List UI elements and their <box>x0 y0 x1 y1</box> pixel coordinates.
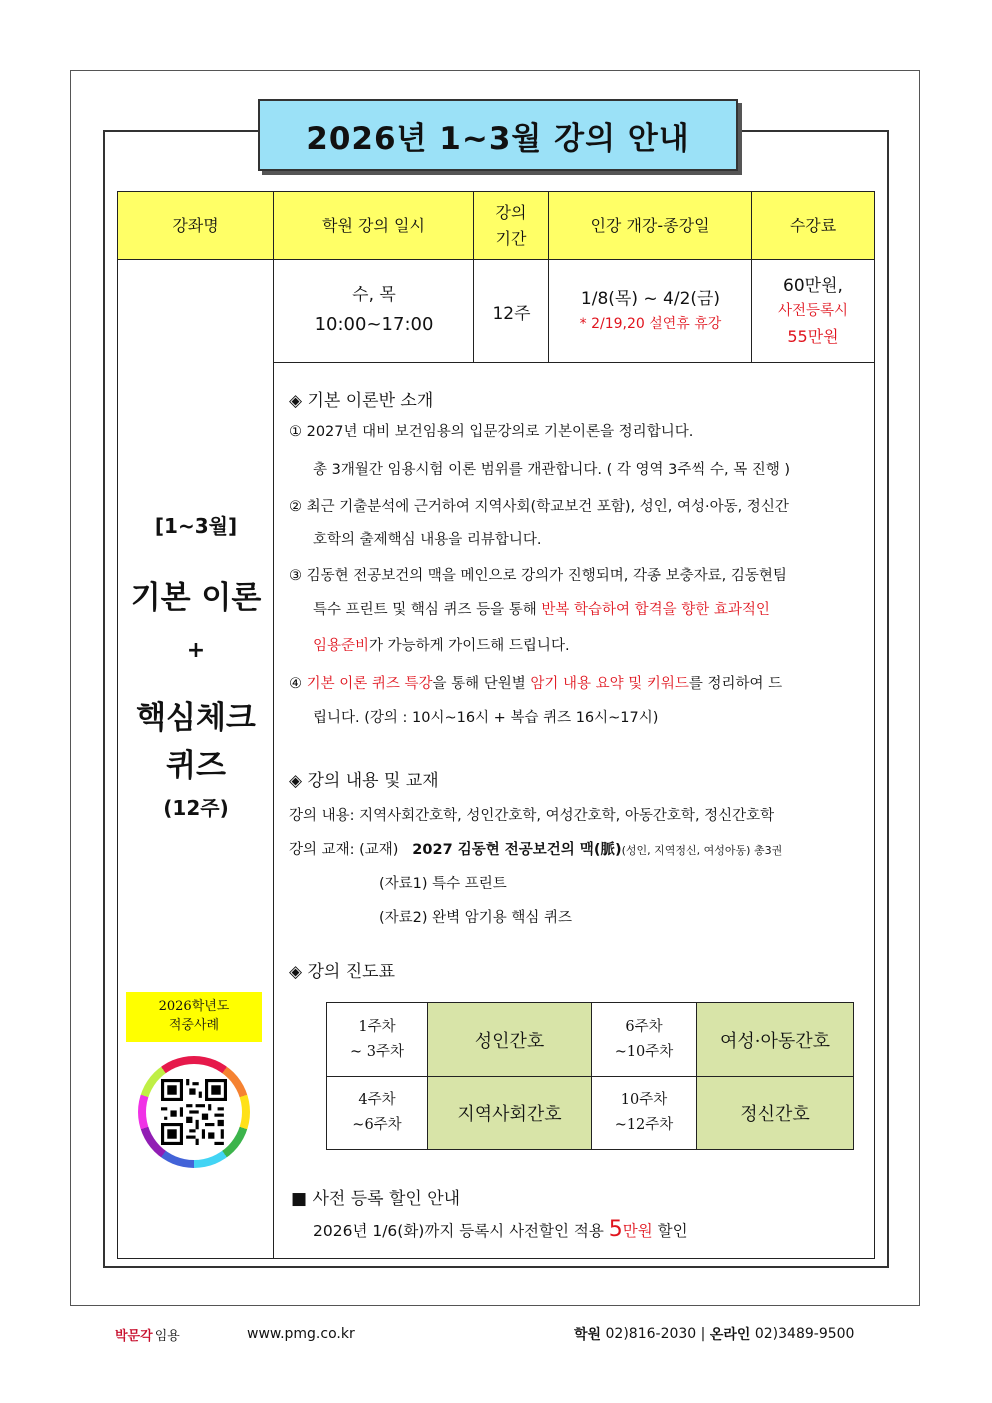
course-table <box>117 191 875 1259</box>
footer-url[interactable]: www.pmg.co.kr <box>247 1326 355 1342</box>
progress-week-3 <box>327 1077 428 1149</box>
discount-amount-unit: 만원 <box>622 1222 653 1240</box>
intro-item-4 <box>289 672 782 693</box>
discount-text-suffix: 할인 <box>657 1222 688 1240</box>
fee-cell <box>752 260 874 362</box>
intro-item-1b: 총 3개월간 임용시험 이론 범위를 개관합니다. ( 각 영역 3주씩 수, 목 진행 ) <box>313 462 791 478</box>
discount-text <box>313 1217 688 1242</box>
progress-week-2 <box>592 1003 697 1077</box>
footer-online-phone: 02)3489-9500 <box>754 1326 855 1342</box>
content-book <box>289 838 782 859</box>
divider <box>473 260 474 362</box>
progress-week-1-l1: 1주차 <box>358 1018 396 1035</box>
hit-case-badge <box>126 992 262 1042</box>
content-heading: ◈ 강의 내용 및 교재 <box>289 771 439 791</box>
page-title: 2026년 1~3월 강의 안내 <box>258 99 738 171</box>
divider <box>751 260 752 362</box>
intro-item-3c-text: 가 가능하게 가이드해 드립니다. <box>369 638 570 654</box>
progress-subject-2: 여성·아동간호 <box>697 1003 853 1077</box>
progress-week-4-l2: ~12주차 <box>614 1117 674 1133</box>
progress-week-2-l1: 6주차 <box>625 1018 663 1035</box>
content-book-detail: (성인, 지역정신, 여성아동) 총3권 <box>621 844 783 857</box>
badge-line2: 적중사례 <box>168 1018 220 1033</box>
content-subjects: 강의 내용: 지역사회간호학, 성인간호학, 여성간호학, 아동간호학, 정신간호학 <box>289 808 775 824</box>
header-duration <box>474 192 549 260</box>
progress-heading-text: 강의 진도표 <box>307 962 395 982</box>
footer-academy-label: 학원 <box>574 1327 602 1343</box>
header-schedule: 학원 강의 일시 <box>274 192 474 260</box>
discount-text-prefix: 2026년 1/6(화)까지 등록시 사전할인 적용 <box>313 1222 604 1240</box>
content-material-2-prefix: (자료2) <box>379 910 428 926</box>
progress-subject-3: 지역사회간호 <box>428 1077 592 1149</box>
course-name-line2: 핵심체크 <box>136 700 256 736</box>
intro-item-2: ② 최근 기출분석에 근거하여 지역사회(학교보건 포함), 성인, 여성·아동, 정신간 <box>289 499 789 515</box>
content-material-1-prefix: (자료1) <box>379 876 428 892</box>
course-weeks: (12주) <box>163 796 229 820</box>
intro-item-3c-highlight: 임용준비 <box>313 638 370 654</box>
online-period: 1/8(목) ~ 4/2(금) <box>580 289 721 310</box>
course-name-cell <box>118 260 274 1258</box>
course-name-line3: 퀴즈 <box>166 748 226 784</box>
intro-heading-text: 기본 이론반 소개 <box>307 391 434 411</box>
content-book-title: 2027 김동현 전공보건의 맥(脈) <box>412 842 622 858</box>
schedule-time: 10:00~17:00 <box>314 314 434 336</box>
discount-heading: ■ 사전 등록 할인 안내 <box>291 1189 461 1209</box>
course-period: [1~3월] <box>154 514 238 538</box>
header-online: 인강 개강-종강일 <box>549 192 752 260</box>
intro-item-3b-text: 특수 프린트 및 핵심 퀴즈 등을 통해 <box>313 602 537 618</box>
qr-code-inner <box>146 1064 242 1160</box>
schedule-days: 수, 목 <box>352 285 396 306</box>
header-duration-line1: 강의 <box>495 202 527 222</box>
intro-item-3c <box>313 634 570 655</box>
content-material-1-name: 특수 프린트 <box>432 876 507 892</box>
progress-subject-1: 성인간호 <box>428 1003 592 1077</box>
progress-week-1 <box>327 1003 428 1077</box>
course-name-line1: 기본 이론 <box>130 580 262 616</box>
intro-item-4-text-a: 을 통해 단원별 <box>432 676 526 692</box>
online-holiday-note: * 2/19,20 설연휴 휴강 <box>579 316 722 333</box>
course-name-plus: + <box>186 638 206 663</box>
online-cell <box>549 260 752 362</box>
fee-early-price: 55만원 <box>787 326 839 346</box>
footer-contact <box>574 1322 854 1346</box>
content-material-2-name: 완벽 암기용 핵심 퀴즈 <box>432 910 573 926</box>
intro-item-3b-highlight: 반복 학습하여 합격을 향한 효과적인 <box>541 602 770 618</box>
intro-item-3b <box>313 598 770 619</box>
progress-table <box>326 1002 854 1150</box>
progress-heading: ◈ 강의 진도표 <box>289 962 395 982</box>
footer-logo-brand: 박문각 <box>115 1328 153 1344</box>
fee-early-label: 사전등록시 <box>777 302 849 319</box>
progress-week-2-l2: ~10주차 <box>614 1043 674 1060</box>
footer-logo <box>115 1322 180 1346</box>
intro-item-1: ① 2027년 대비 보건임용의 입문강의로 기본이론을 정리합니다. <box>289 424 694 440</box>
duration-cell: 12주 <box>492 303 531 324</box>
intro-item-4-highlight-b: 암기 내용 요약 및 키워드 <box>530 676 689 692</box>
discount-amount-num: 5 <box>608 1217 623 1242</box>
header-course: 강좌명 <box>118 192 274 260</box>
intro-heading: ◈ 기본 이론반 소개 <box>289 391 434 411</box>
content-material-2 <box>379 906 572 927</box>
progress-week-1-l2: ~ 3주차 <box>350 1043 404 1060</box>
header-duration-line2: 기간 <box>495 228 527 248</box>
badge-line1: 2026학년도 <box>158 999 230 1015</box>
progress-subject-4: 정신간호 <box>697 1077 853 1149</box>
fee-regular: 60만원, <box>783 275 843 296</box>
divider <box>548 260 549 362</box>
content-material-1 <box>379 872 507 893</box>
discount-heading-text: 사전 등록 할인 안내 <box>312 1189 461 1209</box>
progress-week-4-l1: 10주차 <box>620 1092 668 1109</box>
footer-separator: | <box>700 1326 706 1342</box>
intro-item-4b: 립니다. (강의 : 10시~16시 + 복습 퀴즈 16시~17시) <box>313 710 659 726</box>
intro-item-4-num: ④ <box>289 676 302 692</box>
intro-item-3: ③ 김동현 전공보건의 맥을 메인으로 강의가 진행되며, 각종 보충자료, 김동현팀 <box>289 568 787 584</box>
intro-item-4-text-b: 를 정리하여 드 <box>688 676 783 692</box>
intro-item-4-highlight-a: 기본 이론 퀴즈 특강 <box>306 676 433 692</box>
qr-code[interactable] <box>138 1056 250 1168</box>
content-heading-text: 강의 내용 및 교재 <box>307 771 439 791</box>
progress-week-3-l2: ~6주차 <box>352 1117 402 1133</box>
footer-online-label: 온라인 <box>709 1327 751 1343</box>
progress-week-3-l1: 4주차 <box>358 1092 396 1109</box>
intro-item-2b: 호학의 출제핵심 내용을 리뷰합니다. <box>313 532 542 548</box>
header-fee: 수강료 <box>752 192 874 260</box>
divider <box>274 362 874 363</box>
footer-academy-phone: 02)816-2030 <box>605 1326 697 1342</box>
course-details <box>275 364 874 1258</box>
content-book-prefix: 강의 교재: (교재) <box>289 842 399 858</box>
progress-week-4 <box>592 1077 697 1149</box>
qr-code-icon <box>161 1079 227 1145</box>
schedule-cell <box>274 260 474 362</box>
footer-logo-sub: 임용 <box>154 1328 180 1344</box>
